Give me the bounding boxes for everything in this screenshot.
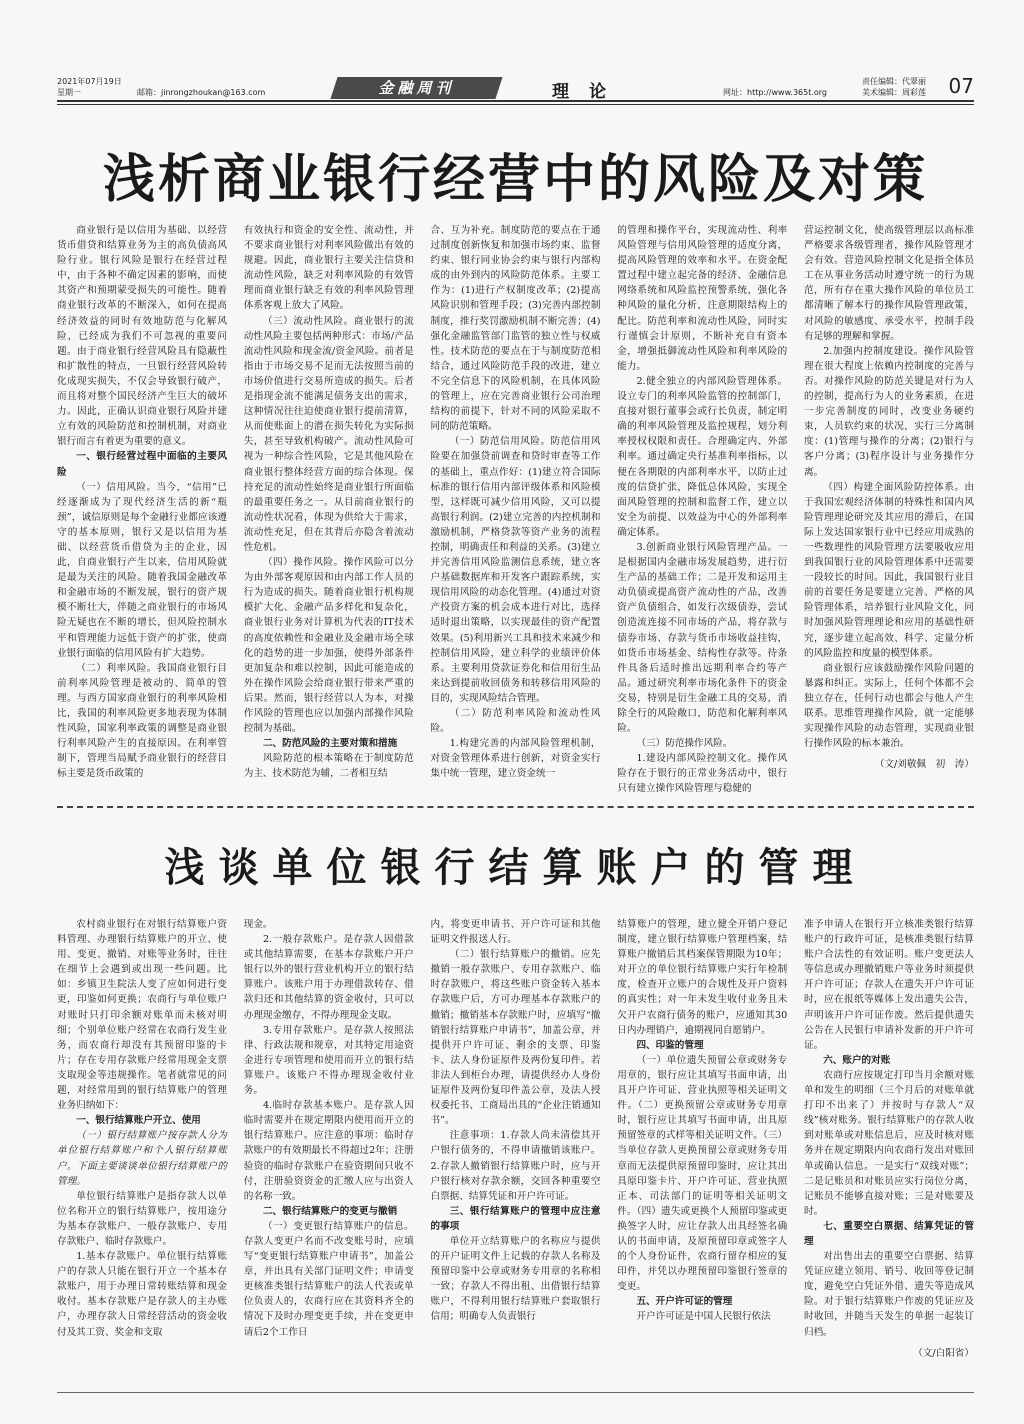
header-art-editor: 美术编辑：周彩莲 xyxy=(862,88,926,97)
paragraph: （三）防范操作风险。 xyxy=(636,738,733,750)
article2-body xyxy=(57,917,974,1372)
header-website: 网址：http://www.365t.org xyxy=(723,88,828,97)
page-number: 07 xyxy=(948,74,974,98)
paragraph: （二）银行结算账户的撤销。应先撤销一般存款账户、专用存款账户、临时存款账户，将这些账户资金转入基本存款账户后，方可办理基本存款账户的撤销；撤销基本存款账户时，应填写“撤销银行结算账户申请书”，加盖公章，并提供开户许可证、剩余的支票、印鉴卡、法人身份证原件及两份复印件。若非法人到柜台办理，请提供经办人身份证原件及两份复印件盖公章，及法人授权委托书、工商局出具的“企业注销通知书”。 xyxy=(430,949,601,1127)
text-column xyxy=(617,917,787,1372)
paragraph: 3.专用存款账户。是存款人按照法律、行政法规和规章，对其特定用途资金进行专项管理和使用而开立的银行结算账户。该账户不得办理现金收付业务。 xyxy=(243,1024,414,1097)
paragraph: 2.健全独立的内部风险管理体系。设立专门的利率风险监管的控制部门，直接对银行董事会或行长负责，制定明确的利率风险管理及监控规程，划分利率授权权限和责任。合理确定内、外部利率。通过确定央行基准利率指标，以便在各期限的内部利率水平，以防止过度的信贷扩张，降低总体风险，实现全面风险管理的控制和监督工作，建立以安全为前提、以效益为中心的外部利率确定体系。 xyxy=(617,375,788,538)
header-date: 2021年07月19日 xyxy=(57,77,122,86)
paragraph: 营运控制文化，使高级管理层以高标准严格要求各级管理者，操作风险管理才会有效。营造风险控制文化是指全体员工在从事业务活动时遵守统一的行为规范，所有存在重大操作风险的单位员工都清晰了解本行的操作风险管理政策，对风险的敏感度、承受水平，控制手段有足够的理解和掌握。 xyxy=(804,225,974,342)
text-column xyxy=(57,223,227,780)
paragraph: 1.构建完善的内部风险管理机制，对资金管理体系进行创新，对资金实行集中统一管理，建立资金统一 xyxy=(430,738,601,780)
section-heading: 二、防范风险的主要对策和措施 xyxy=(262,738,398,750)
article2-title: 浅谈单位银行结算账户的管理 xyxy=(164,845,867,891)
article-byline: （文/刘敬佩 初 涛） xyxy=(874,759,974,771)
paragraph: （一）信用风险。当今，“信用”已经逐渐成为了现代经济生活的新“瓶颈”，诚信原则是每个金融行业都应该遵守的基本原则，银行又是以信用为基础、以经营货币借贷为主的企业，因此，自商业银行产生以来，信用风险就是最为关注的风险。随着我国金融改革和金融市场的不断发展，银行的资产规模不断壮大，伴随之商业银行的市场风险无疑也在不断的增长，但风险控制水平和管理能力远低于资产的扩张，使商业银行面临的信用风险有扩大趋势。 xyxy=(57,481,227,659)
section-heading: 五、开户许可证的管理 xyxy=(636,1296,733,1308)
paragraph: （三）流动性风险。商业银行的流动性风险主要包括两种形式：市场/产品流动性风险和现金流/资金风险。前者是指由于市场交易不足而无法按照当前的市场价值进行交易所造成的损失。后者是指现金流不能满足债务支出的需求，这种情况往往迫使商业银行提前清算，从而使账面上的潜在损失转化为实际损失，甚至导致机构破产。流动性风险可视为一种综合性风险，它是其他风险在商业银行整体经营方面的综合体现。保持充足的流动性始终是商业银行所面临的最重要任务之一。从目前商业银行的流动性状况看，体现为供给大于需求，流动性充足，但在其背后亦隐含着流动性危机。 xyxy=(243,315,414,553)
paragraph: 单位银行结算账户是指存款人以单位名称开立的银行结算账户，按用途分为基本存款账户、一般存款账户、专用存款账户、临时存款账户。 xyxy=(57,1190,227,1247)
paragraph: （四）操作风险。操作风险可以分为由外部客观原因和由内部工作人员的行为造成的损失。随着商业银行机构规模扩大化、金融产品多样化和复杂化，商业银行业务对计算机为代表的IT技术的高度依赖性和金融业及金融市场全球化的趋势的进一步加强，使得外部条件更加复杂和难以控制，因此可能造成的外在操作风险会给商业银行带来严重的后果。然而，银行经营以人为本，对操作风险的管理也应以加强内部操作风险控制为基础。 xyxy=(243,557,414,735)
paragraph: 农村商业银行在对银行结算账户资料管理、办理银行结算账户的开立、使用、变更、撤销、对账等业务时，往往在细节上会遇到或出现一些问题。比如：乡镇卫生院法人变了应如何进行变更，印鉴如何更换；农商行与单位账户对账时只打印余额对账单而未核对明细；个别单位账户经常在农商行发生业务，而农商行却没有其预留印鉴的卡片；存在专用存款账户经常用现金支票支取现金等违规操作。笔者就常见的问题，对经常用到的银行结算账户的管理业务归纳如下： xyxy=(57,919,227,1112)
paragraph: 有效执行和资金的安全性、流动性，并不要求商业银行对利率风险做出有效的规避。因此，商业银行主要关注信贷和流动性风险，缺乏对利率风险的有效管理而商业银行缺乏有效的利率风险管理体系客观上放大了风险。 xyxy=(243,225,414,312)
paragraph: （一）变更银行结算账户的信息。存款人变更户名而不改变账号时，应填写“变更银行结算账户申请书”，加盖公章，并出具有关部门证明文件；申请变更核准类银行结算账户的法人代表或单位负责人的，农商行应在其资料齐全的情况下及时办理变更手续，并在变更申请后2个工作日 xyxy=(243,1220,414,1338)
section-name: 理论 xyxy=(552,82,626,102)
header-weekday: 星期一 xyxy=(57,88,81,97)
paragraph: （二）利率风险。我国商业银行目前利率风险管理是被动的、简单的管理。与西方国家商业银行的利率风险相比，我国的利率风险更多地表现为体制性风险，国家利率政策的调整是商业银行利率风险产生的直接原因。在利率管制下，管理当局赋予商业银行的经营目标主要是货币政策的 xyxy=(57,662,227,780)
paragraph: 1.建设内部风险控制文化。操作风险存在于银行的正常业务活动中，银行只有建立操作风险管理与稳健的 xyxy=(617,753,788,795)
paragraph: （一）银行结算账户按存款人分为单位银行结算账户和个人银行结算账户。下面主要谈谈单位银行结算账户的管理。 xyxy=(57,1130,227,1187)
paragraph: 3.创新商业银行风险管理产品。一是根据国内金融市场发展趋势，进行衍生产品的基础工作；二是开发和运用主动负债或提高资产流动性的产品，改善资产负债组合，如发行次级债券，尝试创造流连接不同市场的产品，将存款与债券市场、存款与货币市场收益挂钩，如货币市场基金、结构性存款等。待条件具备后适时推出远期利率合约等产品。通过研究利率市场化条件下的资金交易，特别是衍生金融工具的交易，消除全行的风险敞口，防范和化解利率风险。 xyxy=(617,541,788,735)
header-rule xyxy=(57,100,974,102)
section-heading: 七、重要空白票据、结算凭证的管理 xyxy=(804,1220,974,1247)
footer-rule xyxy=(57,1392,974,1393)
section-heading: 一、银行结算账户开立、使用 xyxy=(76,1115,201,1127)
text-column xyxy=(243,223,414,780)
paragraph: 开户许可证是中国人民银行依法 xyxy=(636,1311,771,1323)
text-column xyxy=(431,917,601,1372)
article1-title: 浅析商业银行经营中的风险及对策 xyxy=(102,150,928,210)
paragraph: 2.加强内控制度建设。操作风险管理在很大程度上依赖内控制度的完善与否。对操作风险的防范关键是对行为人的控制，提高行为人的业务素质，在进一步完善制度的同时，改变业务硬约束，人员软约束的状况，实行三分离制度：(1)管理与操作的分离；(2)银行与客户分离；(3)程序设计与业务操作分离。 xyxy=(804,345,974,478)
article-byline: （文/白阳省） xyxy=(913,1347,974,1359)
paragraph: （四）构建全面风险防控体系。由于我国宏观经济体制的特殊性和国内风险管理理论研究及其应用的滞后，在国际上发达国家银行业中已经应用成熟的一些数理性的风险管理方法要吸收应用到我国银行业的风险管理体系中还需要一段较长的时间。因此，我国银行业目前的首要任务是要建立完善、严格的风险管理体系，培养银行业风险文化，同时加强风险管理理论和应用的基础性研究，逐步建立起高效、科学、定量分析的风险监控和度量的模型体系。 xyxy=(804,481,974,659)
paragraph: 合、互为补充。制度防范的要点在于通过制度创新恢复和加强市场约束、监督约束、银行同业协会约束与银行内部构成的由外到内的风险防范体系。主要工作为：(1)进行产权制度改革；(2)提高风险识别和管理手段；(3)完善内部控制制度，推行奖罚激励机制不断完善；(4)强化金融监管部门监管的独立性与权威性。技术防范的要点在于与制度防范相结合，通过风险防范手段的改进，建立不完全信息下的风险机制，在具体风险的管理上，应在完善商业银行公司治理结构的前提下，针对不同的风险采取不同的防范策略。 xyxy=(430,225,601,433)
paragraph: 1.基本存款账户。单位银行结算账户的存款人只能在银行开立一个基本存款账户，用于办理日常转账结算和现金收付。基本存款账户是存款人的主办账户，办理存款人日常经营活动的资金收付及其工资、奖金和支取 xyxy=(57,1251,227,1338)
paragraph: 内，将变更申请书、开户许可证和其他证明文件报送人行。 xyxy=(430,919,601,946)
text-column xyxy=(244,917,414,1372)
header-rule-thin xyxy=(57,104,974,105)
paragraph: （二）防范利率风险和流动性风险。 xyxy=(430,708,601,735)
section-heading: 一、银行经营过程中面临的主要风险 xyxy=(57,451,227,478)
paragraph: 4.临时存款基本账户。是存款人因临时需要并在规定期限内使用而开立的银行结算账户。应注意的事项：临时存款账户的有效期最长不得超过2年；注册验资的临时存款账户在验资期间只收不付，注册验资资金的汇缴人应与出资人的名称一致。 xyxy=(243,1100,414,1202)
paragraph: 注意事项：1.存款人尚未清偿其开户银行债务的，不得申请撤销该账户。2.存款人撤销银行结算账户时，应与开户银行核对存款余额，交回各种重要空白票据、结算凭证和开户许可证。 xyxy=(430,1130,601,1202)
paragraph: 准予申请人在银行开立核准类银行结算账户的行政许可证，是核准类银行结算账户合法性的有效证明。账户变更法人等信息或办理撤销账户等业务时须提供开户许可证；存款人在遗失开户许可证时，应在报纸等媒体上发出遗失公告，声明该开户许可证作废。然后提供遗失公告在人民银行申请补发新的开户许可证。 xyxy=(804,919,974,1051)
article-divider xyxy=(57,806,974,808)
paragraph: 农商行应按规定打印当月余额对账单和发生的明细（三个月后的对账单就打印不出来了）并按时与存款人“双线”核对账务。银行结算账户的存款人收到对账单或对账信息后，应及时核对账务并在规定期限内向农商行发出对账回单或确认信息。一是实行“双线对账”；二是记账员和对账员应实行岗位分离，记账员不能够直接对账；三是对账要及时。 xyxy=(804,1069,974,1217)
paragraph: 现金。 xyxy=(243,919,273,930)
article1-body xyxy=(57,223,974,795)
paragraph: 2.一般存款账户。是存款人因借款或其他结算需要，在基本存款账户开户银行以外的银行营业机构开立的银行结算账户。该账户用于办理借款转存、借款归还和其他结算的资金收付，只可以办理现金缴存，不得办理现金支取。 xyxy=(243,934,414,1021)
paragraph: 商业银行是以信用为基础、以经营货币借贷和结算业务为主的高负债高风险行业。银行风险是银行在经营过程中，由于各种不确定因素的影响，而使其资产和预期蒙受损失的可能性。随着商业银行改革的不断深入，如何在提高经济效益的同时有效地防范与化解风险，已经成为我们不可忽视的重要问题。由于商业银行经营风险具有隐蔽性和扩散性的特点，一旦银行经营风险转化成现实损失，不仅会导致银行破产，而且将对整个国民经济产生巨大的破坏力。因此，正确认识商业银行风险并建立有效的风险防范和控制机制，对商业银行而言有着更为重要的意义。 xyxy=(57,225,227,448)
paragraph: 商业银行应该鼓励操作风险问题的暴露和纠正。实际上，任何个体都不会独立存在，任何行动也都会与他人产生联系。思维管理操作风险，就一定能够实现操作风险的动态管理，实现商业银行操作风险的标本兼治。 xyxy=(804,662,974,750)
text-column xyxy=(57,917,227,1372)
paragraph: 结算账户的管理，建立健全开销户登记制度，建立银行结算账户管理档案，结算账户撤销后其档案保管期限为10年；对开立的单位银行结算账户实行年检制度，检查开立账户的合规性及开户资料的真实性；对一年未发生收付业务且未欠开户农商行债务的账户，应通知其30日内办理销户，逾期视同自愿销户。 xyxy=(617,919,788,1036)
header-email: 邮箱：jinrongzhoukan@163.com xyxy=(137,88,266,97)
section-heading: 六、账户的对账 xyxy=(823,1054,891,1066)
text-column xyxy=(617,223,788,795)
paragraph: 风险防范的根本策略在于制度防范为主、技术防范为辅，二者相互结 xyxy=(243,753,414,780)
header-editor: 责任编辑：代翠丽 xyxy=(862,77,926,86)
text-column xyxy=(804,223,974,771)
paragraph: （一）防范信用风险。防范信用风险要在加强贷前调查和贷时审查等工作的基础上，重点作好：(1)建立符合国际标准的银行信用内部评级体系和风险模型，这样既可减少信用风险，又可以提高银行利润。(2)建立完善的内控机制和激励机制，严格贷款等资产业务的流程控制，明确责任和利益的关系。(3)建立并完善信用风险监测信息系统，建立客户基础数据库和开发客户跟踪系统，实现信用风险的动态化管理。(4)通过对资产投资方案的机会成本进行对比，选择适时退出策略，以实现最佳的资产配置效果。(5)利用新兴工具和技术来减少和控制信用风险，建立科学的业绩评价体系。主要利用贷款证券化和信用衍生品来达到提前收回债务和转移信用风险的目的，实现风险结合管理。 xyxy=(430,436,601,704)
text-column xyxy=(804,917,974,1372)
paragraph: 的管理和操作平台，实现流动性、利率风险管理与信用风险管理的适度分离，提高风险管理的效率和水平。在资金配置过程中建立起完备的经济、金融信息网络系统和风险监控预警系统，强化各种风险的量化分析，注意期限结构上的配比。防范利率和流动性风险，同时实行谨慎会计原则，不断补充自有资本金，增强抵御流动性风险和利率风险的能力。 xyxy=(617,225,788,372)
paragraph: 单位开立结算账户的名称应与提供的开户证明文件上记载的存款人名称及预留印鉴中公章或财务专用章的名称相一致；存款人不得出租、出借银行结算账户，不得利用银行结算账户套取银行信用；明确专人负责银行 xyxy=(430,1235,601,1323)
section-heading: 三、银行结算账户的管理中应注意的事项 xyxy=(430,1205,601,1232)
text-column xyxy=(430,223,601,780)
page-header xyxy=(57,76,974,98)
paper-name-banner xyxy=(330,77,502,99)
paragraph: （一）单位遗失预留公章或财务专用章的，银行应让其填写书面申请，出具开户许可证、营业执照等相关证明文件。（二）更换预留公章或财务专用章时，银行应让其填写书面申请，出具原预留签章的式样等相关证明文件。（三）当单位存款人更换预留公章或财务专用章而无法提供原预留印鉴时，应让其出具原印鉴卡片、开户许可证、营业执照正本、司法部门的证明等相关证明文件。（四）遗失或更换个人预留印鉴或更换签字人时，应让存款人出具经签名确认的书面申请，及原预留印章或签字人的个人身份证件，农商行留存相应的复印件，并凭以办理预留印鉴银行签章的变更。 xyxy=(617,1054,788,1293)
section-heading: 四、印鉴的管理 xyxy=(636,1039,704,1051)
section-heading: 二、银行结算账户的变更与撤销 xyxy=(262,1205,398,1217)
paragraph: 对出售出去的重要空白票据、结算凭证应建立领用、销号、收回等登记制度，避免空白凭证外借、遗失等造成风险。对于银行结算账户作废的凭证应及时收回，并随当天发生的单据一起装订归档。 xyxy=(804,1251,974,1338)
paper-name: 金融周刊 xyxy=(378,79,455,97)
